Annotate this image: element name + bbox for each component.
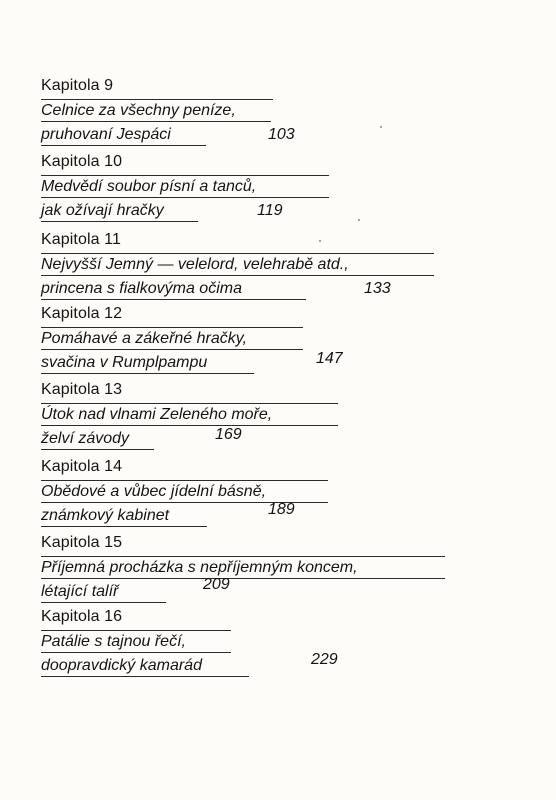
paper-speck (319, 240, 321, 242)
divider (41, 578, 445, 579)
chapter-title-line-2: jak ožívají hračky (41, 202, 164, 219)
divider (41, 99, 273, 100)
divider (41, 253, 434, 254)
divider (41, 121, 271, 122)
chapter-title-line-1: Obědové a vůbec jídelní básně, (41, 483, 267, 500)
chapter-label: Kapitola 14 (41, 458, 123, 475)
divider (41, 652, 231, 653)
divider (41, 299, 306, 300)
page-number: 189 (268, 501, 295, 518)
chapter-label: Kapitola 15 (41, 534, 123, 551)
paper-speck (380, 126, 382, 128)
chapter-title-line-1: Medvědí soubor písní a tanců, (41, 178, 257, 195)
divider (41, 175, 329, 176)
divider (41, 327, 303, 328)
chapter-title-line-1: Patálie s tajnou řečí, (41, 633, 186, 650)
page-number: 119 (257, 202, 283, 219)
chapter-label: Kapitola 9 (41, 77, 114, 94)
chapter-title-line-2: svačina v Rumplpampu (41, 354, 208, 371)
divider (41, 676, 249, 677)
chapter-label: Kapitola 10 (41, 153, 123, 170)
page-number: 229 (311, 651, 338, 668)
page-number: 133 (364, 280, 391, 297)
page-number: 169 (215, 426, 242, 443)
divider (41, 480, 328, 481)
chapter-title-line-1: Příjemná procházka s nepříjemným koncem, (41, 559, 358, 576)
chapter-title-line-1: Útok nad vlnami Zeleného moře, (41, 406, 273, 423)
divider (41, 145, 206, 146)
divider (41, 373, 254, 374)
chapter-title-line-2: létající talíř (41, 583, 119, 600)
chapter-label: Kapitola 11 (41, 231, 121, 248)
chapter-title-line-1: Pomáhavé a zákeřné hračky, (41, 330, 248, 347)
divider (41, 221, 198, 222)
chapter-title-line-1: Nejvyšší Jemný — velelord, velehrabě atd., (41, 256, 349, 273)
chapter-title-line-2: princena s fialkovýma očima (41, 280, 242, 297)
chapter-title-line-2: známkový kabinet (41, 507, 170, 524)
divider (41, 526, 207, 527)
page-number: 209 (203, 576, 230, 593)
chapter-label: Kapitola 13 (41, 381, 123, 398)
divider (41, 403, 338, 404)
page-number: 147 (316, 350, 343, 367)
chapter-label: Kapitola 12 (41, 305, 123, 322)
chapter-title-line-1: Celnice za všechny peníze, (41, 102, 236, 119)
paper-speck (358, 219, 360, 221)
divider (41, 349, 303, 350)
divider (41, 275, 434, 276)
divider (41, 556, 445, 557)
page-number: 103 (268, 126, 295, 143)
divider (41, 425, 338, 426)
divider (41, 630, 231, 631)
divider (41, 197, 329, 198)
chapter-title-line-2: doopravdický kamarád (41, 657, 202, 674)
divider (41, 449, 154, 450)
chapter-title-line-2: želví závody (41, 430, 130, 447)
divider (41, 602, 166, 603)
chapter-label: Kapitola 16 (41, 608, 123, 625)
chapter-title-line-2: pruhovaní Jespáci (41, 126, 171, 143)
